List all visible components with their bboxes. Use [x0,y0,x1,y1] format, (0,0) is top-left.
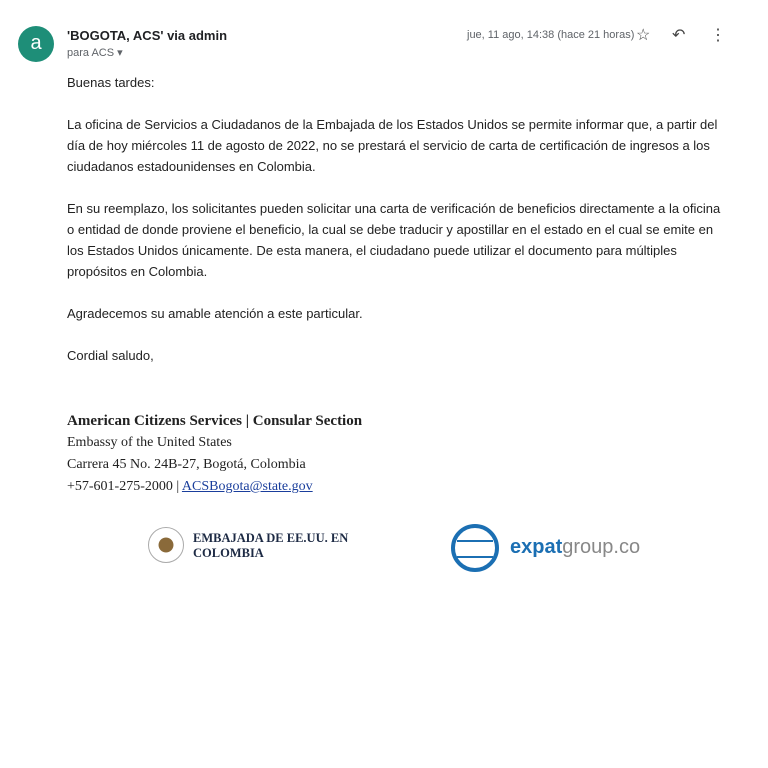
expatgroup-logo [510,536,640,559]
email-body [67,72,727,387]
closing: Cordial saludo, [67,348,154,363]
group-text: group.co [562,536,641,558]
paragraph: Agradecemos su amable atención a este particular. [67,306,363,321]
globe-icon [451,524,499,572]
expat-text: expat [510,536,563,558]
avatar: a [18,26,54,62]
email-link[interactable]: ACSBogota@state.gov [181,479,313,494]
paragraph: La oficina de Servicios a Ciudadanos de la Embajada de los Estados Unidos se permite informar que, a partir del día de hoy miércoles 11 de agosto de 2022, no se prestará el servicio de carta de certificación de ingresos a los ciudadanos estadounidenses en Colombia. [67,117,718,174]
embassy-seal-icon [148,527,184,563]
embassy-line2: COLOMBIA [193,546,264,560]
signature-phone: +57-601-275-2000 | [67,479,182,494]
greeting: Buenas tardes: [67,75,155,90]
more-vert-icon[interactable]: ⋮ [710,27,726,44]
reply-all-icon[interactable]: ↶ [672,27,686,44]
signature-address: Carrera 45 No. 24B-27, Bogotá, Colombia [67,457,306,472]
signature-line: Embassy of the United States [67,435,232,450]
embassy-line1: EMBAJADA DE EE.UU. EN [193,531,349,545]
embassy-logo-text [193,531,348,561]
email-date: jue, 11 ago, 14:38 (hace 21 horas) [467,29,635,41]
signature [67,410,362,498]
star-icon[interactable]: ☆ [636,27,651,44]
recipients-dropdown[interactable]: para ACS ▾ [67,47,123,59]
signature-title: American Citizens Services | Consular Section [67,413,363,429]
paragraph: En su reemplazo, los solicitantes pueden solicitar una carta de verificación de beneficios directamente a la oficina o entidad de donde proviene el beneficio, la cual se debe traducir y apostillar en el estado en el cual se emite en los Estados Unidos únicamente. De esta manera, el ciudadano puede utilizar el documento para múltiples propósitos en Colombia. [67,201,721,279]
sender-name: 'BOGOTA, ACS' via admin [67,28,228,43]
